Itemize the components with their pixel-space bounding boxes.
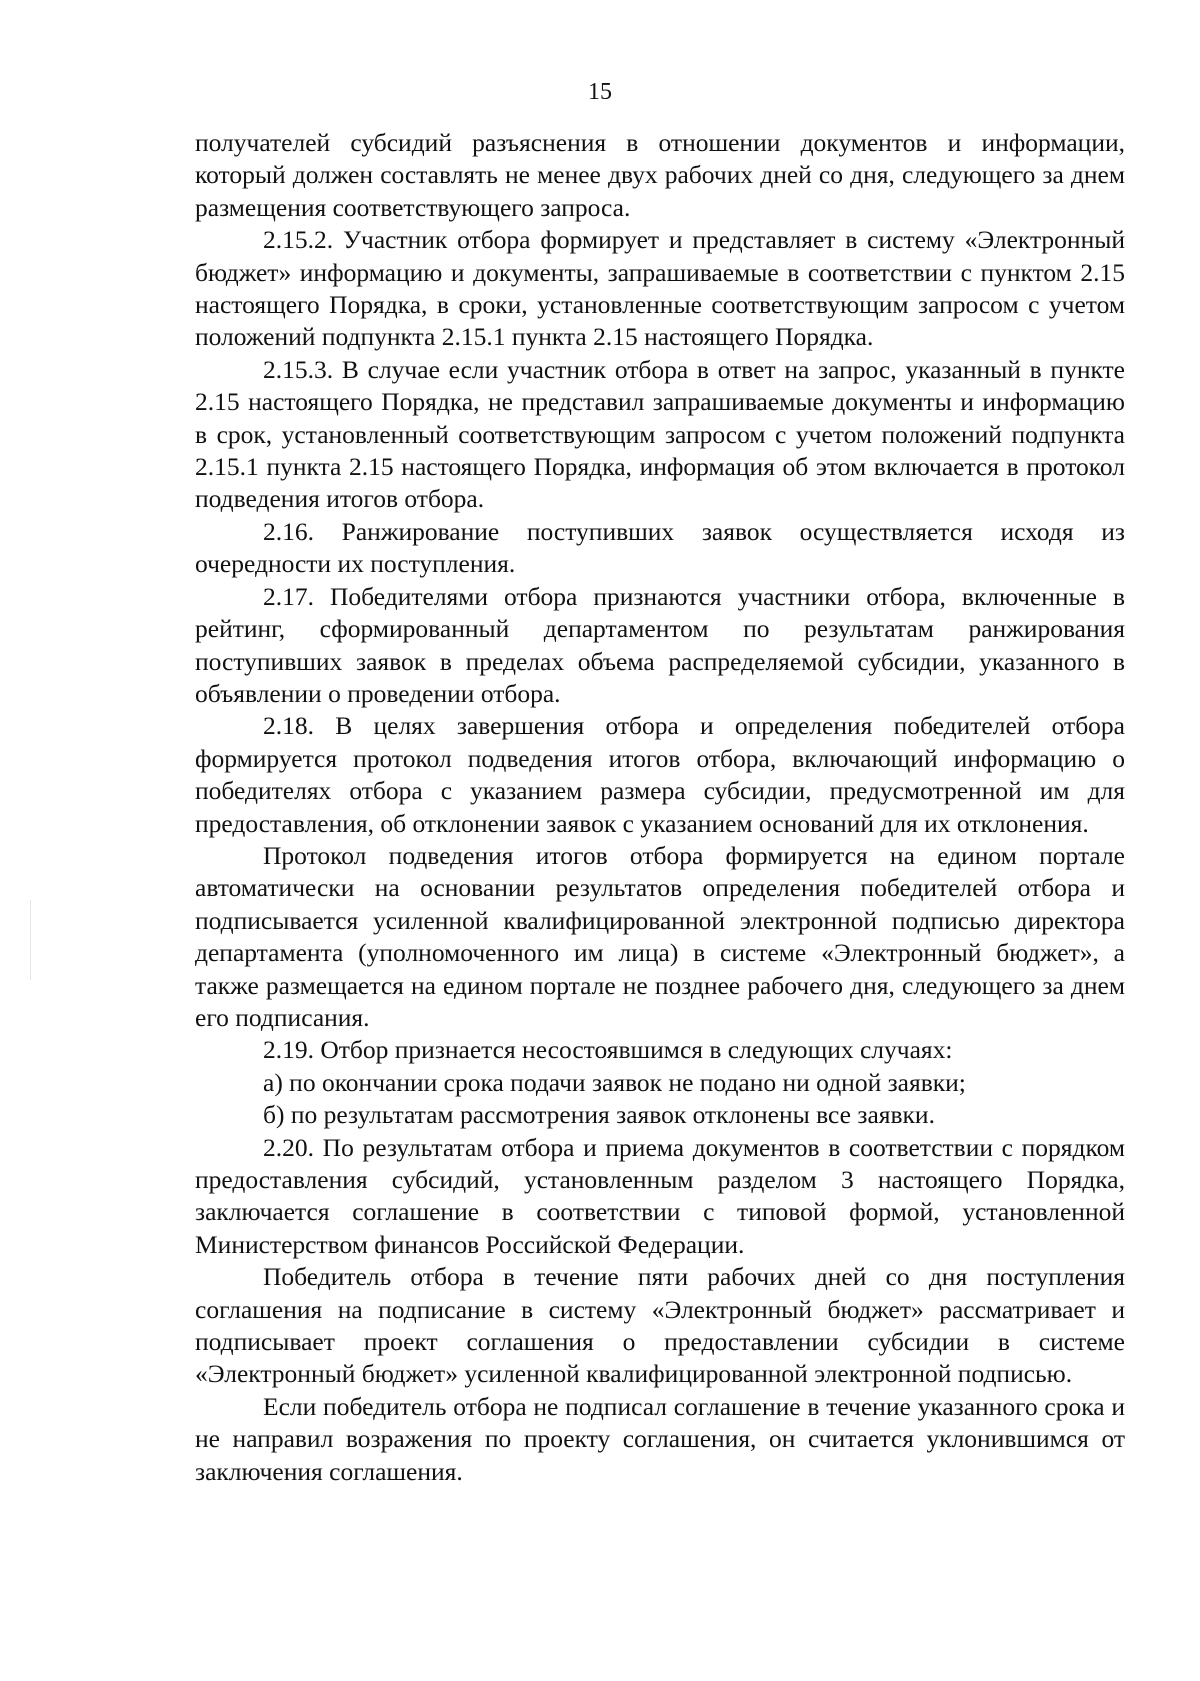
paragraph-2-19: 2.19. Отбор признается несостоявшимся в следующих случаях: [263, 1035, 953, 1065]
paragraph-continuation: получателей субсидий разъяснения в отношении документов и информации, который должен составлять не менее двух рабочих дней со дня, следующего за днем размещения соответствующего запроса. [195, 128, 1125, 222]
paragraph-2-19-a: а) по окончании срока подачи заявок не подано ни одной заявки; [263, 1067, 966, 1097]
paragraph-2-16: 2.16. Ранжирование поступивших заявок осуществляется исходя из очередности их поступления. [195, 516, 1125, 579]
paragraph-2-17: 2.17. Победителями отбора признаются участники отбора, включенные в рейтинг, сформированный департаментом по результатам ранжирования поступивших заявок в пределах объема распределяемой субсидии, указанного в объявлении о проведении отбора. [195, 581, 1125, 708]
page-number: 15 [588, 79, 612, 105]
paragraph-protocol: Протокол подведения итогов отбора формируется на едином портале автоматически на основании результатов определения победителей отбора и подписывается усиленной квалифицированной электронной подписью директора департамента (уполномоченного им лица) в системе «Электронный бюджет», а также размещается на едином портале не позднее рабочего дня, следующего за днем его подписания. [195, 840, 1125, 1032]
paragraph-2-18: 2.18. В целях завершения отбора и определения победителей отбора формируется протокол подведения итогов отбора, включающий информацию о победителях отбора с указанием размера субсидии, предусмотренной им для предоставления, об отклонении заявок с указанием оснований для их отклонения. [195, 711, 1125, 838]
document-body [195, 127, 1125, 1488]
paragraph-2-20: 2.20. По результатам отбора и приема документов в соответствии с порядком предоставления субсидий, установленным разделом 3 настоящего Порядка, заключается соглашение в соответствии с типовой формой, установленной Министерством финансов Российской Федерации. [195, 1132, 1125, 1259]
paragraph-winner-signing: Победитель отбора в течение пяти рабочих дней со дня поступления соглашения на подписание в систему «Электронный бюджет» рассматривает и подписывает проект соглашения о предоставлении субсидии в системе «Электронный бюджет» усиленной квалифицированной электронной подписью. [195, 1262, 1125, 1389]
paragraph-2-15-3: 2.15.3. В случае если участник отбора в ответ на запрос, указанный в пункте 2.15 настоящего Порядка, не представил запрашиваемые документы и информацию в срок, установленный соответствующим запросом с учетом положений подпункта 2.15.1 пункта 2.15 настоящего Порядка, информация об этом включается в протокол подведения итогов отбора. [195, 354, 1125, 514]
scan-edge-mark [30, 900, 31, 980]
paragraph-2-15-2: 2.15.2. Участник отбора формирует и представляет в систему «Электронный бюджет» информацию и документы, запрашиваемые в соответствии с пунктом 2.15 настоящего Порядка, в сроки, установленные соответствующим запросом с учетом положений подпункта 2.15.1 пункта 2.15 настоящего Порядка. [195, 225, 1125, 352]
paragraph-refusal: Если победитель отбора не подписал соглашение в течение указанного срока и не направил возражения по проекту соглашения, он считается уклонившимся от заключения соглашения. [195, 1391, 1125, 1486]
paragraph-2-19-b: б) по результатам рассмотрения заявок отклонены все заявки. [263, 1100, 935, 1130]
